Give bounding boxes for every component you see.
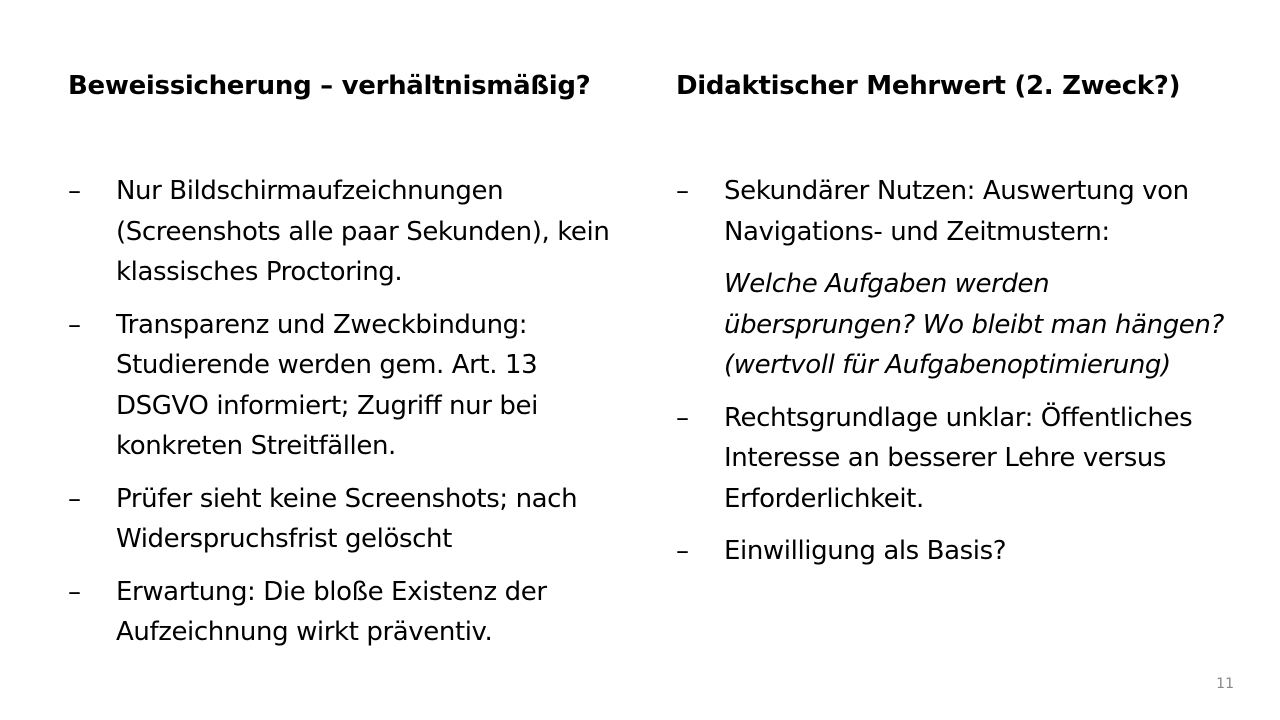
bullet-text: Nur Bildschirmaufzeichnungen (Screenshots alle paar Sekunden), kein klassisches Proctoring.: [116, 176, 610, 287]
bullet-item: [68, 479, 616, 560]
bullet-dash: –: [676, 402, 689, 433]
bullet-item: [676, 531, 1224, 572]
bullet-dash: –: [68, 176, 81, 206]
bullet-item: [68, 171, 616, 293]
right-heading: Didaktischer Mehrwert (2. Zweck?): [676, 71, 1181, 101]
bullet-item: [68, 305, 616, 467]
left-bullet-list: [68, 171, 616, 665]
bullet-dash: –: [68, 483, 81, 514]
bullet-text: Erwartung: Die bloße Existenz der Aufzeichnung wirkt präventiv.: [116, 576, 547, 647]
bullet-text: Einwilligung als Basis?: [724, 536, 1007, 566]
page-number: 11: [1216, 676, 1234, 692]
bullet-item: [68, 572, 616, 653]
bullet-dash: –: [676, 176, 689, 206]
right-bullet-list: [676, 171, 1224, 584]
bullet-text: Sekundärer Nutzen: Auswertung von Navigations- und Zeitmustern:: [724, 176, 1189, 247]
left-heading: Beweissicherung – verhältnismäßig?: [68, 71, 591, 101]
bullet-dash: –: [68, 576, 81, 607]
bullet-item: [676, 398, 1224, 520]
bullet-text: Transparenz und Zweckbindung: Studierende werden gem. Art. 13 DSGVO informiert; Zugriff nur bei konkreten Streitfällen.: [116, 309, 538, 461]
bullet-dash: –: [68, 309, 81, 340]
bullet-dash: –: [676, 536, 689, 566]
bullet-item: [676, 171, 1224, 386]
bullet-text: Rechtsgrundlage unklar: Öffentliches Interesse an besserer Lehre versus Erforderlichkeit.: [724, 402, 1193, 514]
italic-subtext: Welche Aufgaben werden übersprungen? Wo bleibt man hängen? (wertvoll für Aufgabenoptimierung): [724, 269, 1224, 380]
bullet-text: Prüfer sieht keine Screenshots; nach Widerspruchsfrist gelöscht: [116, 483, 578, 554]
